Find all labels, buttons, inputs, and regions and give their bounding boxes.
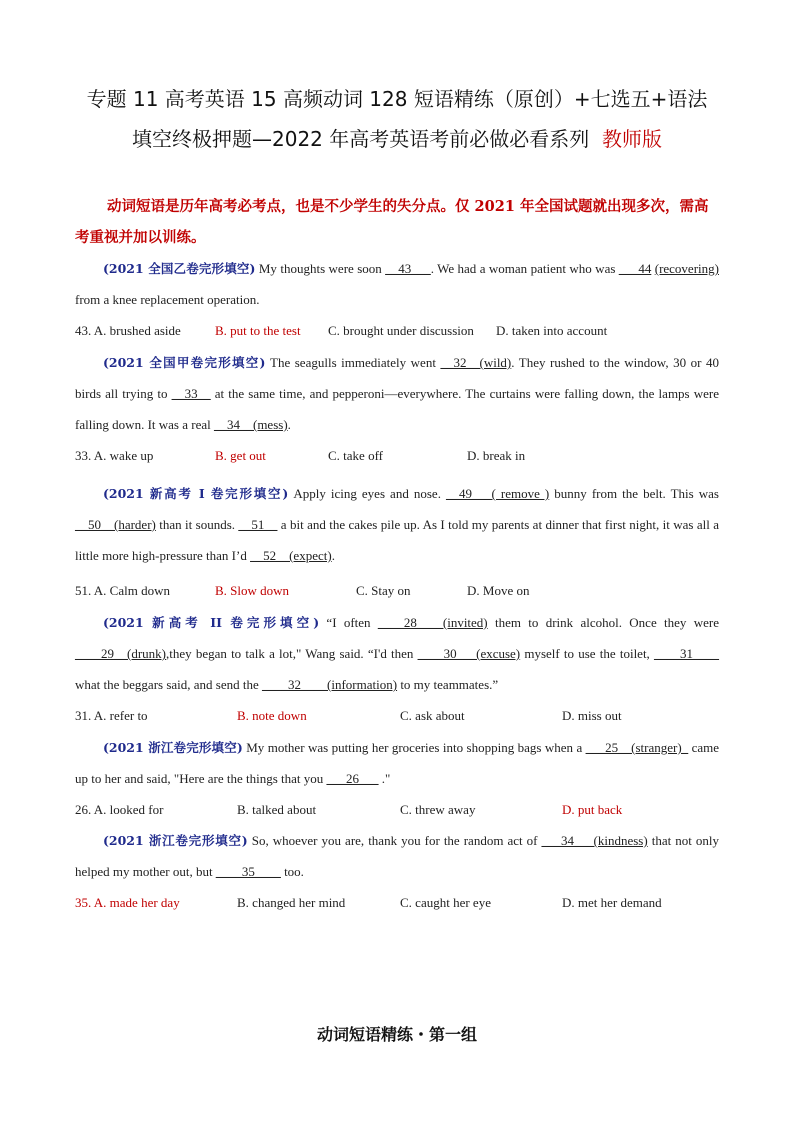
option-c: C. threw away bbox=[400, 802, 476, 817]
option-a: 51. A. Calm down bbox=[75, 583, 170, 598]
source-label: (2021 全国甲卷完形填空) bbox=[103, 355, 266, 370]
option-b: B. talked about bbox=[237, 802, 317, 817]
blank-34: ___34___(kindness) bbox=[541, 833, 648, 848]
blank-32: ____32____(information) bbox=[262, 677, 398, 692]
page-title-line2 bbox=[40, 124, 754, 154]
blank-29: ____29__(drunk) bbox=[75, 646, 166, 661]
passage-51: (2021 新高考 I 卷完形填空) Apply icing eyes and nose. __49___( remove ) bunny from the belt. This was __50__(harder) than it sounds. __51__ a bit and the cakes pile up. As I told my parents at dinner that first night, it was all a little more high-pressure than I’d __52__(expect). bbox=[75, 486, 719, 563]
intro-text: 动词短语是历年高考必考点，也是不少学生的失分点。仅 2021 年全国试题就出现多次，需高考重视并加以训练。 bbox=[75, 198, 709, 246]
blank-44-hint: (recovering) bbox=[654, 261, 719, 276]
source-label: (2021 浙江卷完形填空) bbox=[103, 833, 248, 848]
option-d: D. miss out bbox=[562, 708, 622, 723]
option-c: C. Stay on bbox=[356, 583, 411, 598]
option-a: 31. A. refer to bbox=[75, 708, 148, 723]
source-label: (2021 新高考 II 卷完形填空) bbox=[103, 615, 320, 630]
passage-43: (2021 全国乙卷完形填空) My thoughts were soon __43___. We had a woman patient who was ___44 (recovering) from a knee replacement operation. bbox=[75, 261, 719, 307]
section-footer: 动词短语精练・第一组 bbox=[316, 1025, 477, 1044]
blank-31: ____31____ bbox=[654, 646, 720, 661]
blank-28: ____28____(invited) bbox=[377, 615, 488, 630]
option-d: D. met her demand bbox=[562, 895, 662, 910]
option-a: 33. A. wake up bbox=[75, 448, 154, 463]
passage-31: (2021 新高考 II 卷完形填空) “I often ____28____(invited) them to drink alcohol. Once they were ____29__(drunk),they began to talk a lot," Wang said. “I'd then ____30___(excuse) myself to use the toilet, ____31____ what the beggars said, and send the ____32____(information) to my teammates.” bbox=[75, 615, 720, 692]
option-c: C. take off bbox=[328, 448, 383, 463]
blank-32: __32__(wild) bbox=[440, 355, 512, 370]
blank-51: __51__ bbox=[238, 517, 278, 532]
option-b-answer: B. note down bbox=[237, 708, 307, 723]
blank-49: __49___( remove ) bbox=[446, 486, 550, 501]
blank-44: ___44 bbox=[618, 261, 652, 276]
option-d-answer: D. put back bbox=[562, 802, 623, 817]
option-c: C. ask about bbox=[400, 708, 465, 723]
page-title-line1: 专题 11 高考英语 15 高频动词 128 短语精练（原创）+七选五+语法 bbox=[86, 87, 708, 111]
option-b-answer: B. get out bbox=[215, 448, 266, 463]
blank-43: __43___ bbox=[385, 261, 431, 276]
option-b-answer: B. Slow down bbox=[215, 583, 290, 598]
blank-33: __33__ bbox=[171, 386, 211, 401]
option-c: C. caught her eye bbox=[400, 895, 491, 910]
passage-33: (2021 全国甲卷完形填空) The seagulls immediately went __32__(wild). They rushed to the window, 30 or 40 birds all trying to __33__ at the same time, and pepperoni—everywhere. The curtains were falling down, the lamps were falling down. It was a real __34__(mess). bbox=[75, 355, 719, 432]
option-b: B. changed her mind bbox=[237, 895, 346, 910]
blank-30: ____30___(excuse) bbox=[417, 646, 521, 661]
blank-26: ___26___ bbox=[326, 771, 379, 786]
blank-50: __50__(harder) bbox=[75, 517, 156, 532]
passage-35: (2021 浙江卷完形填空) So, whoever you are, thank you for the random act of ___34___(kindness) that not only helped my mother out, but ____35____ too. bbox=[75, 833, 719, 879]
option-d: D. break in bbox=[467, 448, 526, 463]
option-b-answer: B. put to the test bbox=[215, 323, 301, 338]
title-teacher-edition: 教师版 bbox=[601, 127, 662, 151]
option-a: 43. A. brushed aside bbox=[75, 323, 181, 338]
option-c: C. brought under discussion bbox=[328, 323, 474, 338]
source-label: (2021 新高考 I 卷完形填空) bbox=[103, 486, 289, 501]
title-main: 填空终极押题—2022 年高考英语考前必做必看系列 bbox=[132, 127, 590, 151]
blank-34: __34__(mess) bbox=[213, 417, 288, 432]
source-label: (2021 浙江卷完形填空) bbox=[103, 740, 243, 755]
blank-25: ___25__(stranger)_ bbox=[585, 740, 689, 755]
option-a: 26. A. looked for bbox=[75, 802, 164, 817]
blank-52: __52__(expect) bbox=[250, 548, 332, 563]
source-label: (2021 全国乙卷完形填空) bbox=[103, 261, 256, 276]
option-a-answer: 35. A. made her day bbox=[75, 895, 180, 910]
blank-35: ____35____ bbox=[215, 864, 281, 879]
option-d: D. Move on bbox=[467, 583, 530, 598]
option-d: D. taken into account bbox=[496, 323, 608, 338]
passage-26: (2021 浙江卷完形填空) My mother was putting her groceries into shopping bags when a ___25__(stranger)_ came up to her and said, "Here are the things that you ___26___ ." bbox=[75, 740, 720, 786]
